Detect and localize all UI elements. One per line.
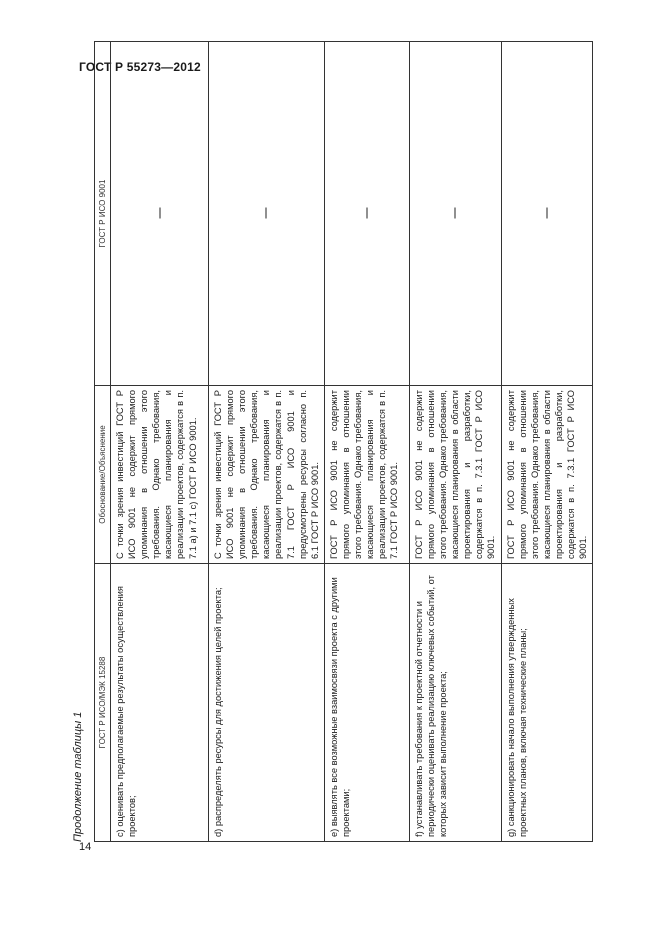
iso9001-cell: [111, 42, 209, 386]
comparison-table: [94, 41, 593, 842]
justification-cell: С точки зрения инвестиций ГОСТ Р ИСО 9001 не содержит прямого упоминания в отношении этого требования. Однако требования, касающиеся планирования и реализации проектов, содержатся в п. 7.1 а) и 7.1 с) ГОСТ Р ИСО 9001.: [111, 386, 209, 564]
table-row: [209, 42, 325, 842]
table-row: [409, 42, 501, 842]
table-caption: Продолжение таблицы 1: [72, 711, 84, 842]
dash-mark: [266, 208, 267, 219]
dash-mark: [546, 208, 547, 219]
justification-cell: С точки зрения инвестиций ГОСТ Р ИСО 9001 не содержит прямого упоминания в отношении этого требования. Однако требования, касающиеся планирования и реализации проектов, содержатся в п. 7.1 ГОСТ Р ИСО 9001 и предусмотрены ресурсы согласно п. 6.1 ГОСТ Р ИСО 9001.: [209, 386, 325, 564]
requirement-cell: e) выявлять все возможные взаимосвязи проекта с другими проектами;: [324, 564, 409, 842]
column-header-iso9001: ГОСТ Р ИСО 9001: [95, 42, 111, 386]
dash-mark: [366, 208, 367, 219]
requirement-cell: c) оценивать предполагаемые результаты осуществления проектов;: [111, 564, 209, 842]
rotated-table-block: [72, 42, 589, 842]
dash-mark: [159, 208, 160, 219]
table-header-row: [95, 42, 111, 842]
page-number: 14: [79, 841, 92, 853]
iso9001-cell: [501, 42, 593, 386]
column-header-iso15288: ГОСТ Р ИСО/МЭК 15288: [95, 564, 111, 842]
dash-mark: [455, 208, 456, 219]
justification-cell: ГОСТ Р ИСО 9001 не содержит прямого упоминания в отношении этого требования. Однако требования, касающиеся планирования в области проектирования и разработки, содержатся в п. 7.3.1 ГОСТ Р ИСО 9001.: [501, 386, 593, 564]
justification-cell: ГОСТ Р ИСО 9001 не содержит прямого упоминания в отношении этого требования. Однако требования, касающиеся планирования в области проектирования и разработки, содержатся в п. 7.3.1 ГОСТ Р ИСО 9001.: [409, 386, 501, 564]
document-header: ГОСТ Р 55273—2012: [79, 60, 201, 74]
iso9001-cell: [409, 42, 501, 386]
iso9001-cell: [209, 42, 325, 386]
column-header-justification: Обоснование/Объяснение: [95, 386, 111, 564]
justification-cell: ГОСТ Р ИСО 9001 не содержит прямого упоминания в отношении этого требования. Однако требования, касающиеся планирования и реализации проектов, содержатся в п. 7.1 ГОСТ Р ИСО 9001.: [324, 386, 409, 564]
requirement-cell: f) устанавливать требования к проектной отчетности и периодически оценивать реализацию ключевых событий, от которых зависит выполнение проекта;: [409, 564, 501, 842]
requirement-cell: d) распределять ресурсы для достижения целей проекта;: [209, 564, 325, 842]
table-row: [501, 42, 593, 842]
table-row: [324, 42, 409, 842]
table-row: [111, 42, 209, 842]
iso9001-cell: [324, 42, 409, 386]
requirement-cell: g) санкционировать начало выполнения утвержденных проектных планов, включая технические планы;: [501, 564, 593, 842]
